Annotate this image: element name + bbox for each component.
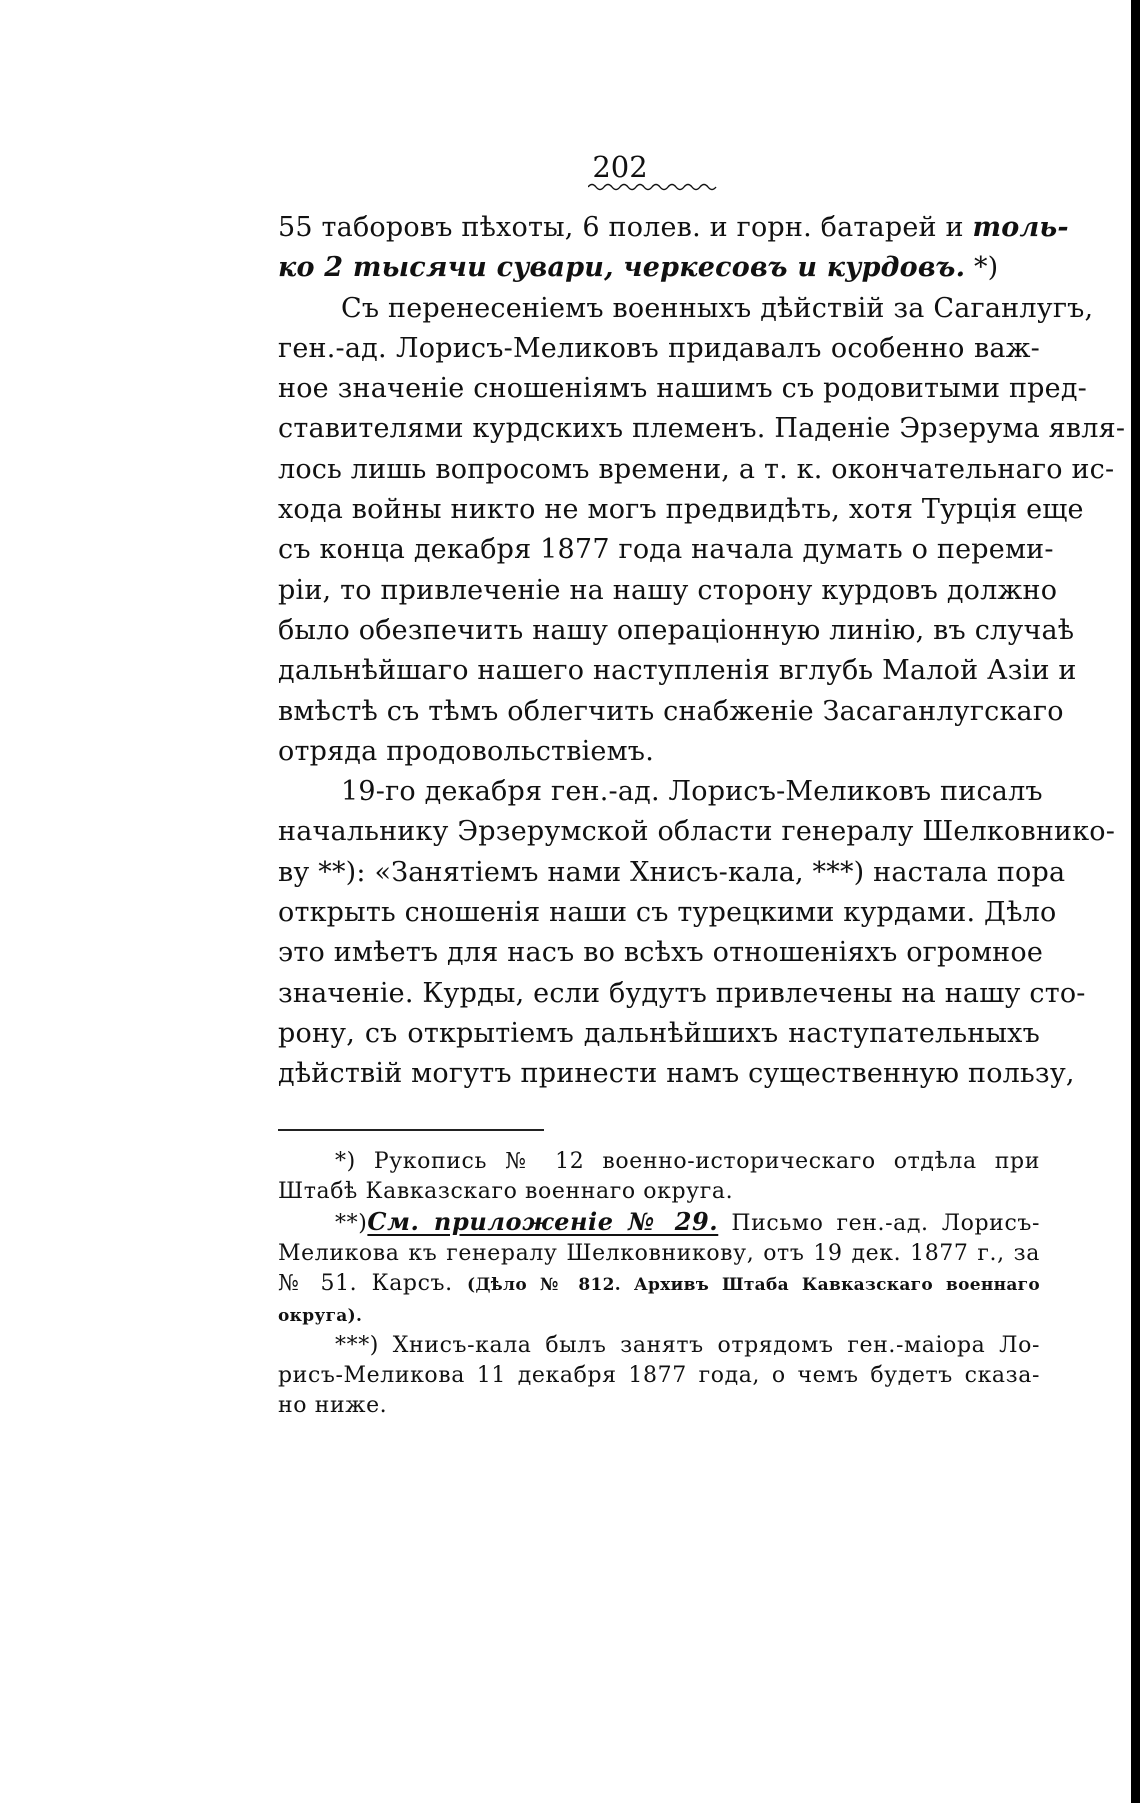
scan-edge-shadow <box>1131 0 1140 1803</box>
footnote-marker: **) <box>335 1210 368 1236</box>
body-line <box>278 208 1069 248</box>
footnote-line <box>278 1269 1040 1300</box>
book-page <box>278 150 1126 1421</box>
body-line: ставителями курдскихъ племенъ. Паденіе Эрзерума явля- <box>278 413 1126 445</box>
body-line: 19-го декабря ген.-ад. Лорисъ-Меликовъ писалъ <box>341 776 1043 808</box>
body-line: дальнѣйшаго нашего наступленія вглубь Малой Азіи и <box>278 655 1077 687</box>
body-line <box>278 248 1040 288</box>
body-line: вмѣстѣ съ тѣмъ облегчить снабженіе Засаганлугскаго <box>278 695 1064 727</box>
body-line: значеніе. Курды, если будутъ привлечены на нашу сто- <box>278 977 1086 1009</box>
body-italic-segment: ко 2 тысячи сувари, черкесовъ и курдовъ. <box>278 252 966 284</box>
body-italic-segment: толь- <box>972 212 1069 243</box>
footnote-line: ***) Хнисъ-кала былъ занятъ отрядомъ ген.-маіора Ло- <box>335 1332 1040 1358</box>
archive-reference: (Дѣло № 812. Архивъ Штаба Кавказскаго военнаго <box>467 1274 1040 1295</box>
body-text <box>278 208 1126 1095</box>
footnote-line: рисъ-Меликова 11 декабря 1877 года, о чемъ будетъ сказа- <box>278 1362 1040 1388</box>
body-line: ное значеніе сношеніямъ нашимъ съ родовитыми пред- <box>278 373 1087 405</box>
body-line: хода войны никто не могъ предвидѣть, хотя Турція еще <box>278 494 1084 526</box>
footnote-line: но ниже. <box>278 1392 388 1418</box>
body-line: лось лишь вопросомъ времени, а т. к. окончательнаго ис- <box>278 453 1115 485</box>
body-line: было обезпечить нашу операціонную линію, въ случаѣ <box>278 614 1075 646</box>
archive-reference: округа). <box>278 1305 363 1326</box>
appendix-reference: См. приложеніе № 29. <box>367 1206 719 1236</box>
footnotes <box>278 1147 1040 1421</box>
footnote-line <box>278 1300 1040 1331</box>
body-line: Съ перенесеніемъ военныхъ дѣйствій за Саганлугъ, <box>341 292 1094 324</box>
footnote-line: Штабѣ Кавказскаго военнаго округа. <box>278 1178 734 1204</box>
footnote-segment: Письмо ген.-ад. Лорисъ- <box>718 1210 1041 1236</box>
body-line: дѣйствій могутъ принести намъ существенную пользу, <box>278 1058 1075 1090</box>
page-number: 202 <box>592 150 648 184</box>
footnote-line: *) Рукопись № 12 военно-историческаго отдѣла при <box>335 1148 1040 1174</box>
body-line: открыть сношенія наши съ турецкими курдами. Дѣло <box>278 897 1057 929</box>
footnote-line <box>278 1207 1040 1239</box>
body-line: ву **): «Занятіемъ нами Хнисъ-кала, ***) настала пора <box>278 856 1066 888</box>
body-segment: 55 таборовъ пѣхоты, 6 полев. и горн. батарей и <box>278 212 973 243</box>
body-segment: *) <box>965 252 999 284</box>
body-line: ріи, то привлеченіе на нашу сторону курдовъ должно <box>278 574 1058 606</box>
footnote-segment: № 51. Карсъ. <box>278 1270 468 1296</box>
body-line: съ конца декабря 1877 года начала думать о переми- <box>278 534 1054 566</box>
body-line: это имѣетъ для насъ во всѣхъ отношеніяхъ огромное <box>278 937 1043 969</box>
footnote-line: Меликова къ генералу Шелковникову, отъ 19 дек. 1877 г., за <box>278 1240 1040 1266</box>
body-line: рону, съ открытіемъ дальнѣйшихъ наступательныхъ <box>278 1017 1040 1049</box>
body-line: отряда продовольствіемъ. <box>278 735 654 767</box>
body-line: ген.-ад. Лорисъ-Меликовъ придавалъ особенно важ- <box>278 332 1040 364</box>
body-line: начальнику Эрзерумской области генералу Шелковнико- <box>278 816 1116 848</box>
footnote-separator <box>278 1129 544 1131</box>
